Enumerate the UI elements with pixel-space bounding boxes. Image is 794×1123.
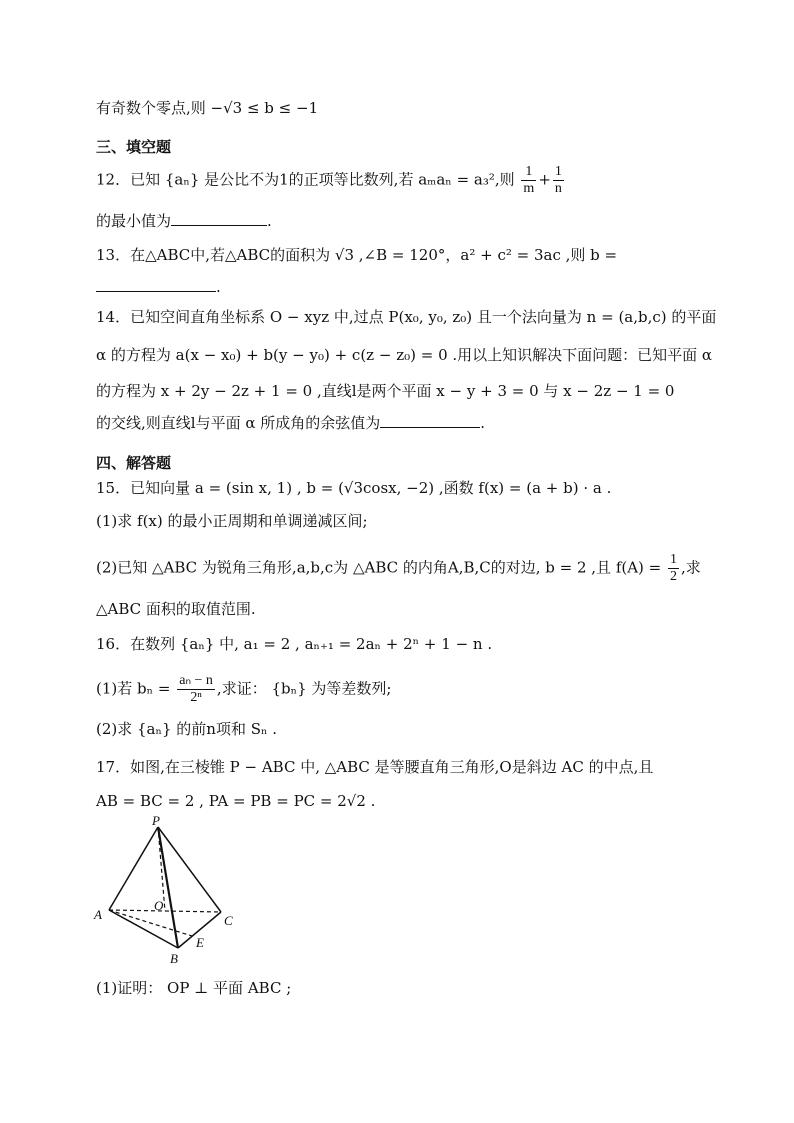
question-14-line4: 的交线,则直线l与平面 α 所成角的余弦值为 . <box>96 414 486 432</box>
question-16-part2: (2)求 {aₙ} 的前n项和 Sₙ . <box>96 720 278 738</box>
tetrahedron-figure <box>88 815 248 975</box>
section-heading-solve: 四、解答题 <box>96 454 172 472</box>
question-16-line1: 16．在数列 {aₙ} 中, a₁ = 2 , aₙ₊₁ = 2aₙ + 2ⁿ + 1 − n . <box>96 635 493 653</box>
question-16-part1: (1)若 bₙ = $\frac{\text{aₙ − n}}{\text{2ⁿ}}$ ,求证： {bₙ} 为等差数列; <box>96 673 392 705</box>
label-A: A <box>94 907 102 922</box>
question-17-line2: AB = BC = 2 , PA = PB = PC = 2√2 . <box>96 792 376 810</box>
question-15-part2: (2)已知 △ABC 为锐角三角形,a,b,c为 △ABC 的内角A,B,C的对边, b = 2 ,且 f(A) = $\frac{1}{2}$ ,求 <box>96 552 701 584</box>
fraction-bn-definition: $\frac{\text{aₙ − n}}{\text{2ⁿ}}$ <box>179 673 213 705</box>
fraction-1-over-m: $\frac{1}{m}$ <box>523 164 535 196</box>
edge-PA <box>109 827 158 910</box>
label-E: E <box>196 935 204 950</box>
fraction-1-over-n: $\frac{1}{n}$ <box>554 164 562 196</box>
label-C: C <box>224 913 233 928</box>
question-12-line1: 12．已知 {aₙ} 是公比不为1的正项等比数列,若 aₘaₙ = a₃²,则 $\frac{1}{m}$ + $\frac{1}{n}$ <box>96 164 562 196</box>
question-15-line1: 15．已知向量 a = (sin x, 1) , b = (√3cosx, −2) ,函数 f(x) = (a + b) · a . <box>96 479 612 497</box>
answer-blank <box>380 413 480 428</box>
question-14-line3: 的方程为 x + 2y − 2z + 1 = 0 ,直线l是两个平面 x − y + 3 = 0 与 x − 2z − 1 = 0 <box>96 382 675 400</box>
answer-blank <box>96 277 216 292</box>
question-15-part2-cont: △ABC 面积的取值范围. <box>96 600 256 618</box>
edge-PB <box>158 827 178 948</box>
edge-PC <box>158 827 221 912</box>
label-P: P <box>152 815 160 828</box>
question-15-part1: (1)求 f(x) 的最小正周期和单调递减区间; <box>96 512 368 530</box>
question-14-line2: α 的方程为 a(x − x₀) + b(y − y₀) + c(z − z₀) = 0 .用以上知识解决下面问题：已知平面 α <box>96 346 713 364</box>
question-13-line1: 13．在△ABC中,若△ABC的面积为 √3 ,∠B = 120°，a² + c² = 3ac ,则 b = <box>96 246 618 264</box>
label-B: B <box>170 951 178 966</box>
question-17-part1: (1)证明： OP ⊥ 平面 ABC ; <box>96 979 292 997</box>
fraction-one-half: $\frac{1}{2}$ <box>670 552 678 584</box>
answer-blank <box>171 211 267 226</box>
edge-AB <box>109 910 178 948</box>
label-O: O <box>154 898 164 913</box>
question-17-line1: 17．如图,在三棱锥 P − ABC 中, △ABC 是等腰直角三角形,O是斜边 AC 的中点,且 <box>96 758 654 776</box>
question-14-line1: 14．已知空间直角坐标系 O − xyz 中,过点 P(x₀, y₀, z₀) 且一个法向量为 n = (a,b,c) 的平面 <box>96 308 717 326</box>
question-13-line2: . <box>96 276 221 298</box>
question-12-line2: 的最小值为 . <box>96 212 272 230</box>
section-heading-fill-in: 三、填空题 <box>96 138 172 156</box>
line-q11-tail: 有奇数个零点,则 −√3 ≤ b ≤ −1 <box>96 99 319 117</box>
